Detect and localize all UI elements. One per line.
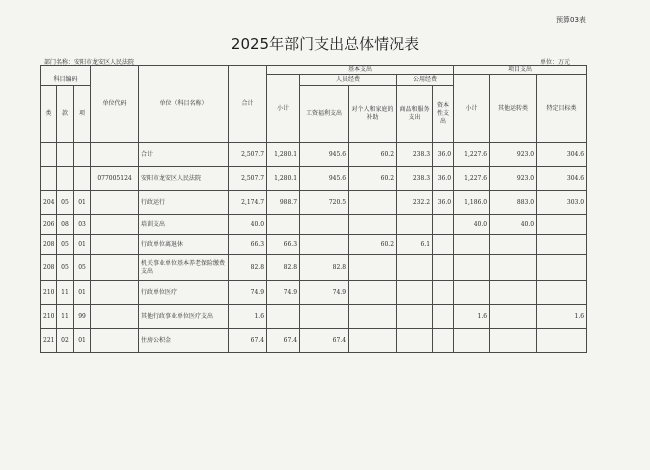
cell-proj-sub: 1.6 <box>454 305 490 329</box>
expenditure-table <box>40 65 587 353</box>
table-row <box>41 167 587 191</box>
cell-xiang: 01 <box>74 329 91 353</box>
cell-proj-sub: 1,227.6 <box>454 167 490 191</box>
cell-name: 行政单位离退休 <box>139 235 229 255</box>
cell-capital: 36.0 <box>433 191 454 215</box>
cell-total: 67.4 <box>229 329 267 353</box>
cell-name: 其他行政事业单位医疗支出 <box>139 305 229 329</box>
cell-xiang: 03 <box>74 215 91 235</box>
cell-specific <box>537 215 587 235</box>
cell-proj-sub: 40.0 <box>454 215 490 235</box>
table-row <box>41 255 587 281</box>
cell-kuan: 05 <box>57 191 74 215</box>
cell-capital <box>433 235 454 255</box>
cell-xiang: 01 <box>74 191 91 215</box>
cell-basic-sub: 66.3 <box>267 235 300 255</box>
cell-other <box>490 255 537 281</box>
cell-wages: 74.9 <box>300 281 349 305</box>
cell-other: 40.0 <box>490 215 537 235</box>
cell-kuan: 08 <box>57 215 74 235</box>
cell-proj-sub: 1,227.6 <box>454 143 490 167</box>
cell-goods <box>397 255 433 281</box>
cell-name: 合计 <box>139 143 229 167</box>
cell-other <box>490 305 537 329</box>
header-individual: 对个人和家庭的补助 <box>349 86 397 143</box>
cell-kuan: 11 <box>57 281 74 305</box>
header-other-transfer: 其他运转类 <box>490 75 537 143</box>
cell-kuan: 02 <box>57 329 74 353</box>
cell-proj-sub <box>454 255 490 281</box>
cell-xiang: 05 <box>74 255 91 281</box>
header-project: 项目支出 <box>454 66 587 75</box>
cell-xiang: 01 <box>74 281 91 305</box>
table-row <box>41 143 587 167</box>
cell-lei: 208 <box>41 255 57 281</box>
cell-name: 行政运行 <box>139 191 229 215</box>
header-blank <box>41 66 91 75</box>
cell-capital <box>433 215 454 235</box>
cell-individual: 60.2 <box>349 167 397 191</box>
cell-name: 安阳市龙安区人民法院 <box>139 167 229 191</box>
cell-lei <box>41 143 57 167</box>
cell-capital: 36.0 <box>433 167 454 191</box>
cell-specific: 303.0 <box>537 191 587 215</box>
cell-code <box>91 143 139 167</box>
header-xiang: 项 <box>74 86 91 143</box>
cell-goods: 6.1 <box>397 235 433 255</box>
cell-name: 住房公积金 <box>139 329 229 353</box>
cell-lei: 206 <box>41 215 57 235</box>
cell-goods: 238.3 <box>397 143 433 167</box>
cell-proj-sub: 1,186.0 <box>454 191 490 215</box>
cell-specific <box>537 329 587 353</box>
cell-code <box>91 255 139 281</box>
cell-wages: 82.8 <box>300 255 349 281</box>
cell-basic-sub: 67.4 <box>267 329 300 353</box>
header-wages: 工资福利支出 <box>300 86 349 143</box>
cell-xiang: 99 <box>74 305 91 329</box>
cell-wages: 945.6 <box>300 167 349 191</box>
cell-capital <box>433 281 454 305</box>
cell-proj-sub <box>454 329 490 353</box>
cell-total: 2,174.7 <box>229 191 267 215</box>
cell-goods <box>397 329 433 353</box>
header-project-subtotal: 小计 <box>454 75 490 143</box>
cell-individual <box>349 215 397 235</box>
header-goods: 商品和服务支出 <box>397 86 433 143</box>
department-label: 部门名称：安阳市龙安区人民法院 <box>44 59 135 66</box>
unit-label: 单位：万元 <box>540 59 571 66</box>
cell-specific: 1.6 <box>537 305 587 329</box>
cell-name: 机关事业单位基本养老保险缴费支出 <box>139 255 229 281</box>
cell-name: 培训支出 <box>139 215 229 235</box>
header-subject-code: 科目编码 <box>41 75 91 86</box>
cell-kuan: 11 <box>57 305 74 329</box>
cell-capital <box>433 255 454 281</box>
cell-capital <box>433 305 454 329</box>
cell-proj-sub <box>454 281 490 305</box>
cell-individual <box>349 329 397 353</box>
header-personnel: 人员经费 <box>300 75 397 86</box>
cell-goods: 232.2 <box>397 191 433 215</box>
cell-individual: 60.2 <box>349 143 397 167</box>
cell-specific <box>537 235 587 255</box>
cell-xiang: 01 <box>74 235 91 255</box>
cell-individual <box>349 305 397 329</box>
form-number: 预算03表 <box>556 16 586 24</box>
cell-basic-sub: 1,280.1 <box>267 167 300 191</box>
cell-total: 2,507.7 <box>229 167 267 191</box>
cell-basic-sub <box>267 305 300 329</box>
cell-goods <box>397 281 433 305</box>
cell-xiang <box>74 167 91 191</box>
cell-basic-sub: 74.9 <box>267 281 300 305</box>
cell-wages: 720.5 <box>300 191 349 215</box>
table-row <box>41 329 587 353</box>
cell-xiang <box>74 143 91 167</box>
cell-individual: 60.2 <box>349 235 397 255</box>
cell-proj-sub <box>454 235 490 255</box>
header-capital: 资本性支出 <box>433 86 454 143</box>
cell-specific: 304.6 <box>537 167 587 191</box>
cell-other <box>490 235 537 255</box>
cell-other <box>490 281 537 305</box>
cell-code: 077005124 <box>91 167 139 191</box>
cell-total: 1.6 <box>229 305 267 329</box>
cell-wages <box>300 305 349 329</box>
cell-kuan: 05 <box>57 255 74 281</box>
cell-goods <box>397 305 433 329</box>
cell-code <box>91 235 139 255</box>
header-basic-subtotal: 小计 <box>267 75 300 143</box>
cell-individual <box>349 191 397 215</box>
cell-capital <box>433 329 454 353</box>
cell-kuan: 05 <box>57 235 74 255</box>
header-basic: 基本支出 <box>267 66 454 75</box>
header-total: 合计 <box>229 66 267 143</box>
cell-lei: 204 <box>41 191 57 215</box>
cell-individual <box>349 255 397 281</box>
cell-lei <box>41 167 57 191</box>
header-lei: 类 <box>41 86 57 143</box>
cell-individual <box>349 281 397 305</box>
cell-specific <box>537 255 587 281</box>
cell-wages: 67.4 <box>300 329 349 353</box>
cell-basic-sub: 82.8 <box>267 255 300 281</box>
cell-total: 2,507.7 <box>229 143 267 167</box>
header-unit-name: 单位（科目名称） <box>139 66 229 143</box>
cell-specific <box>537 281 587 305</box>
cell-wages <box>300 215 349 235</box>
table-row <box>41 191 587 215</box>
cell-basic-sub: 988.7 <box>267 191 300 215</box>
cell-kuan <box>57 167 74 191</box>
table-row <box>41 215 587 235</box>
cell-capital: 36.0 <box>433 143 454 167</box>
cell-goods <box>397 215 433 235</box>
cell-goods: 238.3 <box>397 167 433 191</box>
header-unit-code: 单位代码 <box>91 66 139 143</box>
cell-other: 923.0 <box>490 167 537 191</box>
cell-name: 行政单位医疗 <box>139 281 229 305</box>
cell-basic-sub: 1,280.1 <box>267 143 300 167</box>
cell-lei: 210 <box>41 281 57 305</box>
header-kuan: 款 <box>57 86 74 143</box>
cell-code <box>91 281 139 305</box>
cell-code <box>91 215 139 235</box>
cell-other <box>490 329 537 353</box>
header-public: 公用经费 <box>397 75 454 86</box>
table-row <box>41 281 587 305</box>
cell-total: 66.3 <box>229 235 267 255</box>
cell-lei: 208 <box>41 235 57 255</box>
cell-code <box>91 329 139 353</box>
cell-total: 82.8 <box>229 255 267 281</box>
page-title: 2025年部门支出总体情况表 <box>230 35 420 53</box>
cell-total: 74.9 <box>229 281 267 305</box>
header-specific: 特定目标类 <box>537 75 587 143</box>
cell-kuan <box>57 143 74 167</box>
cell-other: 883.0 <box>490 191 537 215</box>
cell-lei: 210 <box>41 305 57 329</box>
cell-code <box>91 191 139 215</box>
cell-specific: 304.6 <box>537 143 587 167</box>
cell-lei: 221 <box>41 329 57 353</box>
cell-basic-sub <box>267 215 300 235</box>
cell-other: 923.0 <box>490 143 537 167</box>
cell-total: 40.0 <box>229 215 267 235</box>
cell-wages <box>300 235 349 255</box>
table-row <box>41 235 587 255</box>
table-row <box>41 305 587 329</box>
cell-code <box>91 305 139 329</box>
cell-wages: 945.6 <box>300 143 349 167</box>
